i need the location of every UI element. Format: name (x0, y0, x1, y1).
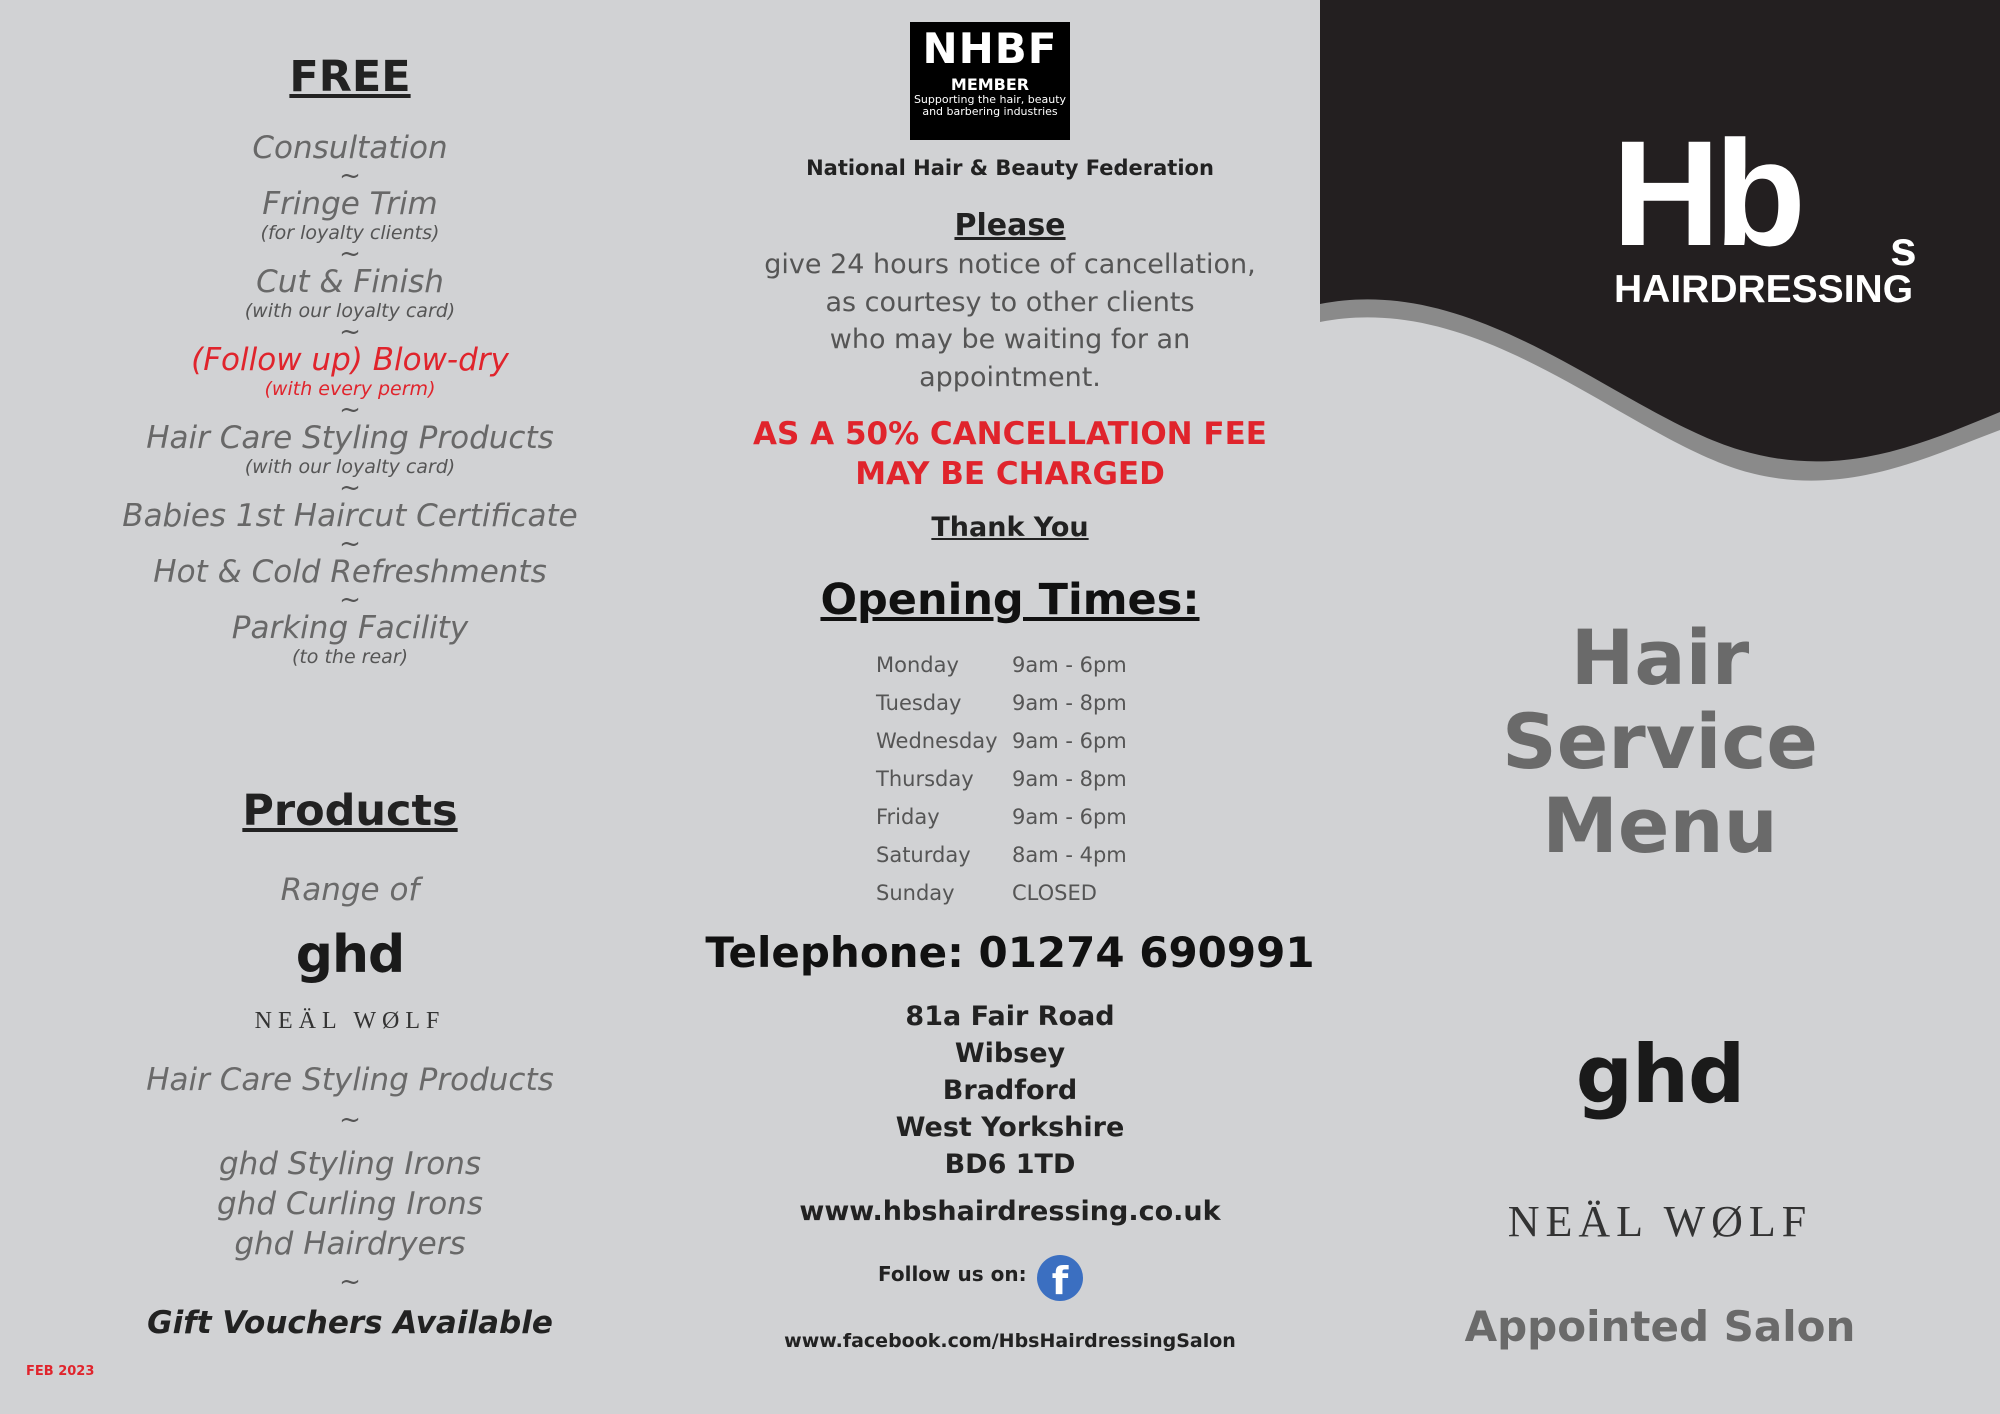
opening-day: Saturday (876, 843, 971, 867)
address (700, 998, 1320, 1183)
products-line: Hair Care Styling Products (146, 1062, 554, 1098)
free-item-label: Cut & Finish (256, 264, 444, 300)
fee-line: MAY BE CHARGED (855, 456, 1165, 492)
notice-line: who may be waiting for an (829, 324, 1191, 355)
facebook-icon[interactable]: f (1037, 1255, 1083, 1301)
opening-row (876, 798, 1127, 836)
opening-hours: 9am - 8pm (1012, 767, 1127, 791)
tilde-separator: ~ (339, 473, 361, 503)
appointed-salon: Appointed Salon (1464, 1302, 1856, 1351)
address-line: Bradford (942, 1075, 1078, 1106)
notice-line: as courtesy to other clients (825, 286, 1195, 318)
opening-row (876, 836, 1127, 874)
website-link[interactable]: www.hbshairdressing.co.uk (799, 1196, 1221, 1227)
nhbf-logo: NHBF MEMBER Supporting the hair, beauty and barbering industries (910, 22, 1070, 140)
follow-us-label: Follow us on: (878, 1262, 1027, 1286)
cancellation-notice (700, 246, 1320, 396)
opening-times-table (876, 646, 1127, 912)
tilde-separator: ~ (339, 239, 361, 269)
opening-day: Sunday (876, 881, 955, 905)
product-item: ghd Hairdryers (234, 1226, 466, 1262)
please-heading: Please (954, 208, 1066, 243)
free-item-label: Hair Care Styling Products (146, 420, 554, 456)
free-item-note: (to the rear) (291, 646, 409, 668)
opening-hours: 9am - 6pm (1012, 653, 1127, 677)
tilde-separator: ~ (339, 585, 361, 615)
opening-row (876, 722, 1127, 760)
products-title: Products (242, 786, 458, 836)
address-line: BD6 1TD (944, 1149, 1076, 1180)
free-item-note: (for loyalty clients) (260, 222, 440, 244)
opening-day: Tuesday (876, 691, 962, 715)
ghd-logo-small: ghd (295, 925, 405, 985)
ghd-logo-large: ghd (1575, 1028, 1745, 1121)
opening-hours: 9am - 6pm (1012, 805, 1127, 829)
opening-hours: 8am - 4pm (1012, 843, 1127, 867)
telephone: Telephone: 01274 690991 (705, 928, 1315, 977)
gift-vouchers: Gift Vouchers Available (147, 1305, 553, 1341)
address-line: Wibsey (954, 1038, 1066, 1069)
left-panel (0, 0, 700, 1414)
address-line: 81a Fair Road (905, 1001, 1115, 1032)
range-of: Range of (280, 872, 420, 908)
free-item-label: Parking Facility (231, 610, 469, 646)
free-list (0, 130, 700, 668)
neal-wolf-logo-large: NEÄL WØLF (1507, 1197, 1813, 1246)
free-item-note: (with our loyalty card) (244, 300, 456, 322)
menu-title-line: Service (1502, 697, 1818, 786)
products-tilde: ~ (339, 1105, 361, 1135)
opening-day: Wednesday (876, 729, 998, 753)
tilde-separator: ~ (339, 529, 361, 559)
product-item: ghd Styling Irons (218, 1146, 482, 1182)
tilde-separator: ~ (339, 161, 361, 191)
opening-hours: 9am - 6pm (1012, 729, 1127, 753)
free-item-note: (with every perm) (264, 378, 436, 400)
notice-line: give 24 hours notice of cancellation, (764, 249, 1256, 280)
thank-you: Thank You (931, 512, 1089, 543)
brand-banner (1320, 0, 2000, 490)
gift-tilde: ~ (339, 1267, 361, 1297)
free-item-label: Fringe Trim (262, 186, 438, 222)
opening-hours: 9am - 8pm (1012, 691, 1127, 715)
menu-title-line: Menu (1542, 781, 1778, 870)
notice-line: appointment. (919, 361, 1101, 393)
opening-day: Friday (876, 805, 940, 829)
opening-day: Monday (876, 653, 959, 677)
middle-panel (700, 0, 1320, 1414)
menu-title-line: Hair (1570, 613, 1750, 702)
right-panel (1320, 0, 2000, 1414)
free-item-label: (Follow up) Blow-dry (191, 342, 509, 378)
tilde-separator: ~ (339, 395, 361, 425)
opening-row (876, 760, 1127, 798)
opening-row (876, 874, 1127, 912)
free-item-label: Babies 1st Haircut Certificate (122, 498, 578, 534)
tilde-separator: ~ (339, 317, 361, 347)
free-title: FREE (289, 52, 411, 102)
neal-wolf-logo-small: NEÄL WØLF (254, 1008, 446, 1034)
free-item-note: (with our loyalty card) (244, 456, 456, 478)
facebook-url[interactable]: www.facebook.com/HbsHairdressingSalon (784, 1330, 1236, 1352)
brand-logo-s: s (1890, 223, 1917, 276)
product-item: ghd Curling Irons (217, 1186, 483, 1222)
menu-title (1320, 613, 2000, 870)
free-item-label: Hot & Cold Refreshments (153, 554, 547, 590)
date-code: FEB 2023 (26, 1364, 95, 1379)
opening-hours: CLOSED (1012, 881, 1097, 905)
opening-times-title: Opening Times: (820, 575, 1200, 625)
fee-line: AS A 50% CANCELLATION FEE (753, 416, 1267, 452)
free-item-label: Consultation (252, 130, 448, 166)
brand-logo-letters: Hb (1612, 109, 1800, 277)
brand-logo-word: HAIRDRESSING (1614, 268, 1914, 311)
opening-row (876, 684, 1127, 722)
address-line: West Yorkshire (895, 1112, 1125, 1143)
opening-day: Thursday (876, 767, 974, 791)
opening-row (876, 646, 1127, 684)
nhbf-full-name: National Hair & Beauty Federation (806, 156, 1214, 180)
product-list (0, 1144, 700, 1264)
cancellation-fee (700, 414, 1320, 494)
